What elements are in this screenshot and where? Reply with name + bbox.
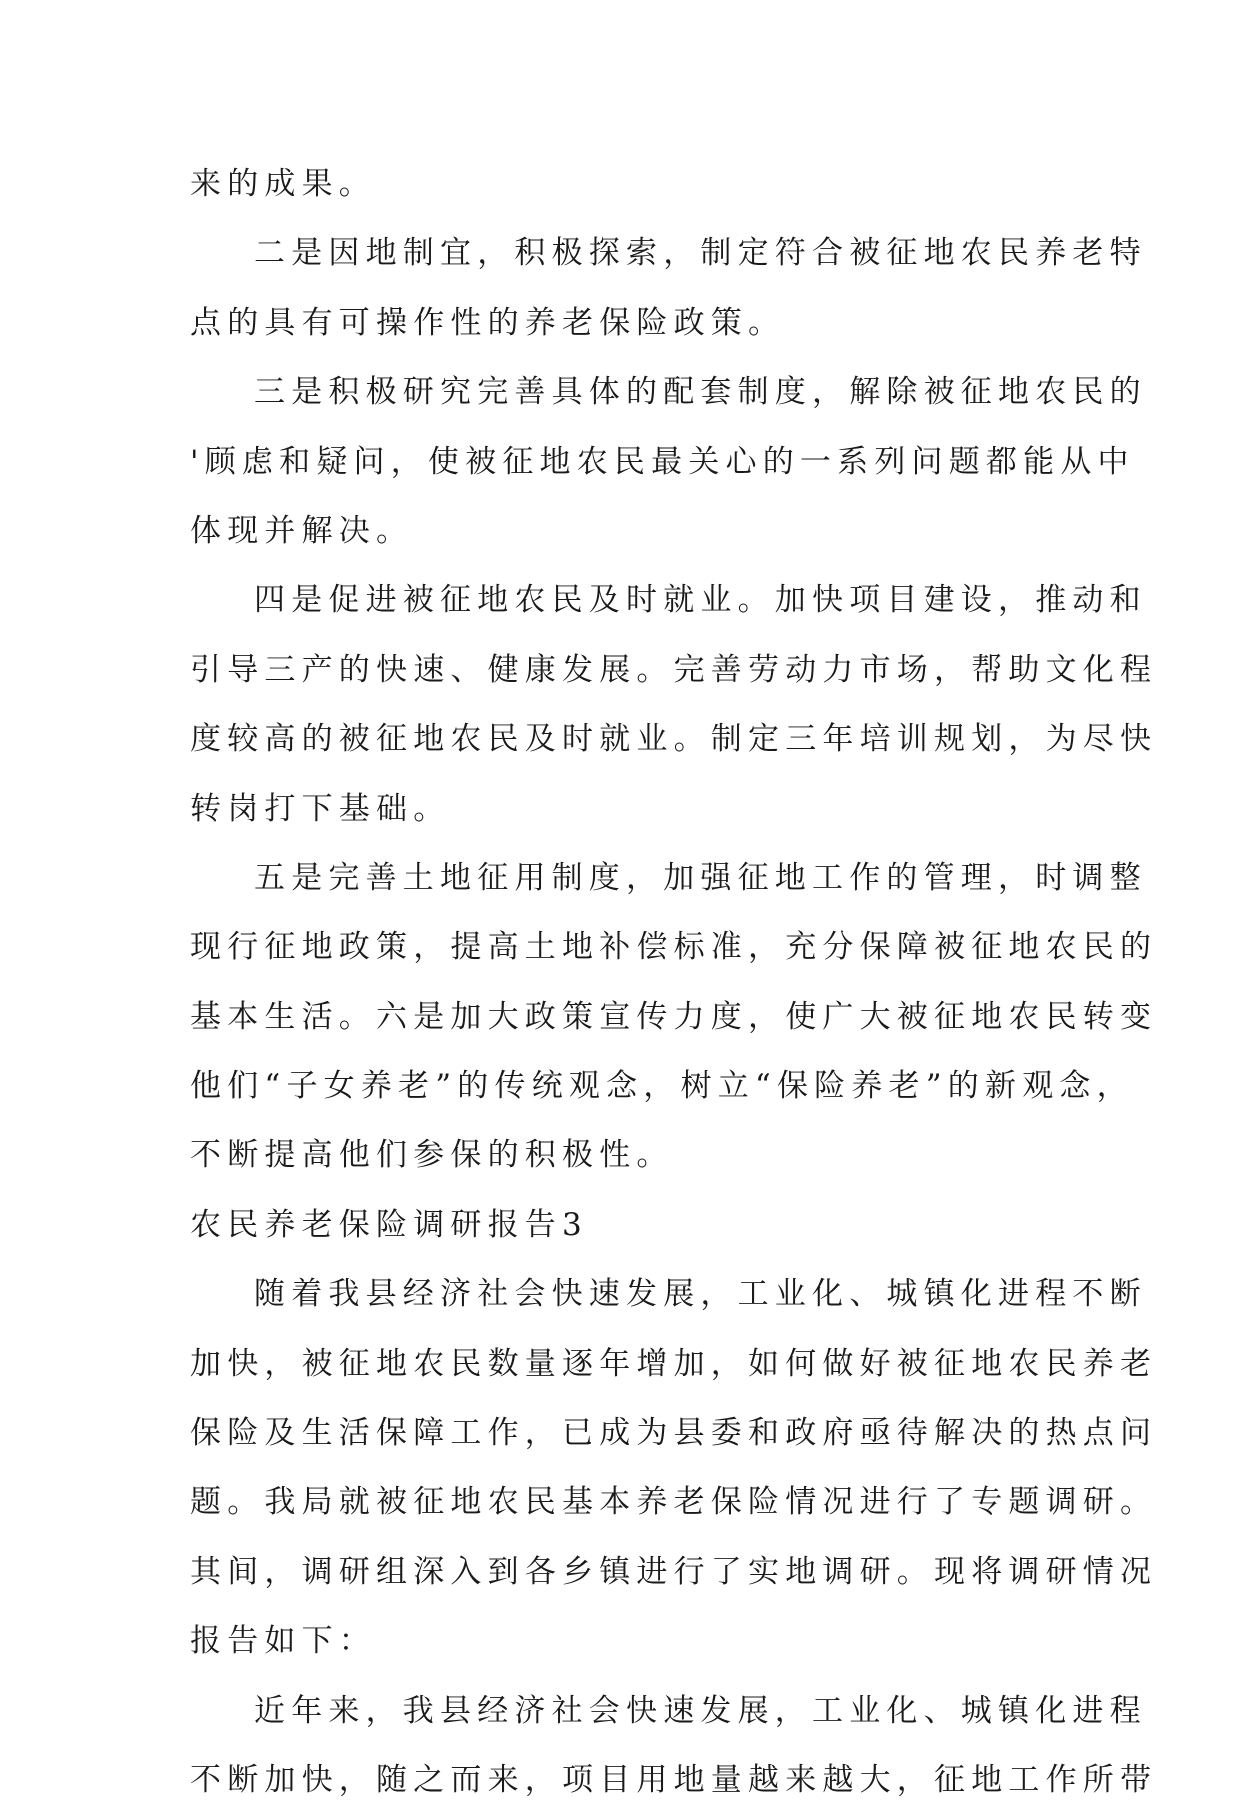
text-line: 报告如下： [190, 1623, 376, 1660]
text-line: 他们“子女养老”的传统观念，树立“保险养老”的新观念， [190, 1068, 1134, 1105]
text-line: 体现并解决。 [190, 512, 414, 549]
text-line: 引导三产的快速、健康发展。完善劳动力市场，帮助文化程 [190, 651, 1158, 688]
text-line: 基本生活。六是加大政策宣传力度，使广大被征地农民转变 [190, 998, 1158, 1035]
paragraph-first-line: 五是完善土地征用制度，加强征地工作的管理，时调整 [254, 859, 1147, 896]
text-line: 题。我局就被征地农民基本养老保险情况进行了专题调研。 [190, 1484, 1158, 1521]
text-line: 来的成果。 [190, 166, 376, 202]
paragraph-first-line: 四是促进被征地农民及时就业。加快项目建设，推动和 [254, 582, 1147, 619]
text-line: 加快，被征地农民数量逐年增加，如何做好被征地农民养老 [190, 1345, 1158, 1382]
text-line: 不断提高他们参保的积极性。 [190, 1137, 674, 1174]
text-line: 不断加快，随之而来，项目用地量越来越大，征地工作所带 [190, 1761, 1158, 1798]
section-heading: 农民养老保险调研报告3 [190, 1206, 588, 1243]
document-body [190, 150, 1158, 1815]
paragraph-first-line: 三是积极研究完善具体的配套制度，解除被征地农民的 [254, 374, 1147, 411]
text-line: 现行征地政策，提高土地补偿标准，充分保障被征地农民的 [190, 929, 1158, 966]
text-line: 其间，调研组深入到各乡镇进行了实地调研。现将调研情况 [190, 1553, 1158, 1590]
text-line: 度较高的被征地农民及时就业。制定三年培训规划，为尽快 [190, 721, 1158, 758]
paragraph-first-line: 随着我县经济社会快速发展，工业化、城镇化进程不断 [254, 1276, 1147, 1313]
text-line: 转岗打下基础。 [190, 790, 451, 827]
text-line: 保险及生活保障工作，已成为县委和政府亟待解决的热点问 [190, 1415, 1158, 1452]
text-line: 点的具有可操作性的养老保险政策。 [190, 304, 786, 341]
paragraph-first-line: 二是因地制宜，积极探索，制定符合被征地农民养老特 [254, 235, 1147, 272]
text-line: '顾虑和疑问，使被征地农民最关心的一系列问题都能从中 [190, 443, 1135, 480]
paragraph-first-line: 近年来，我县经济社会快速发展，工业化、城镇化进程 [254, 1692, 1147, 1729]
